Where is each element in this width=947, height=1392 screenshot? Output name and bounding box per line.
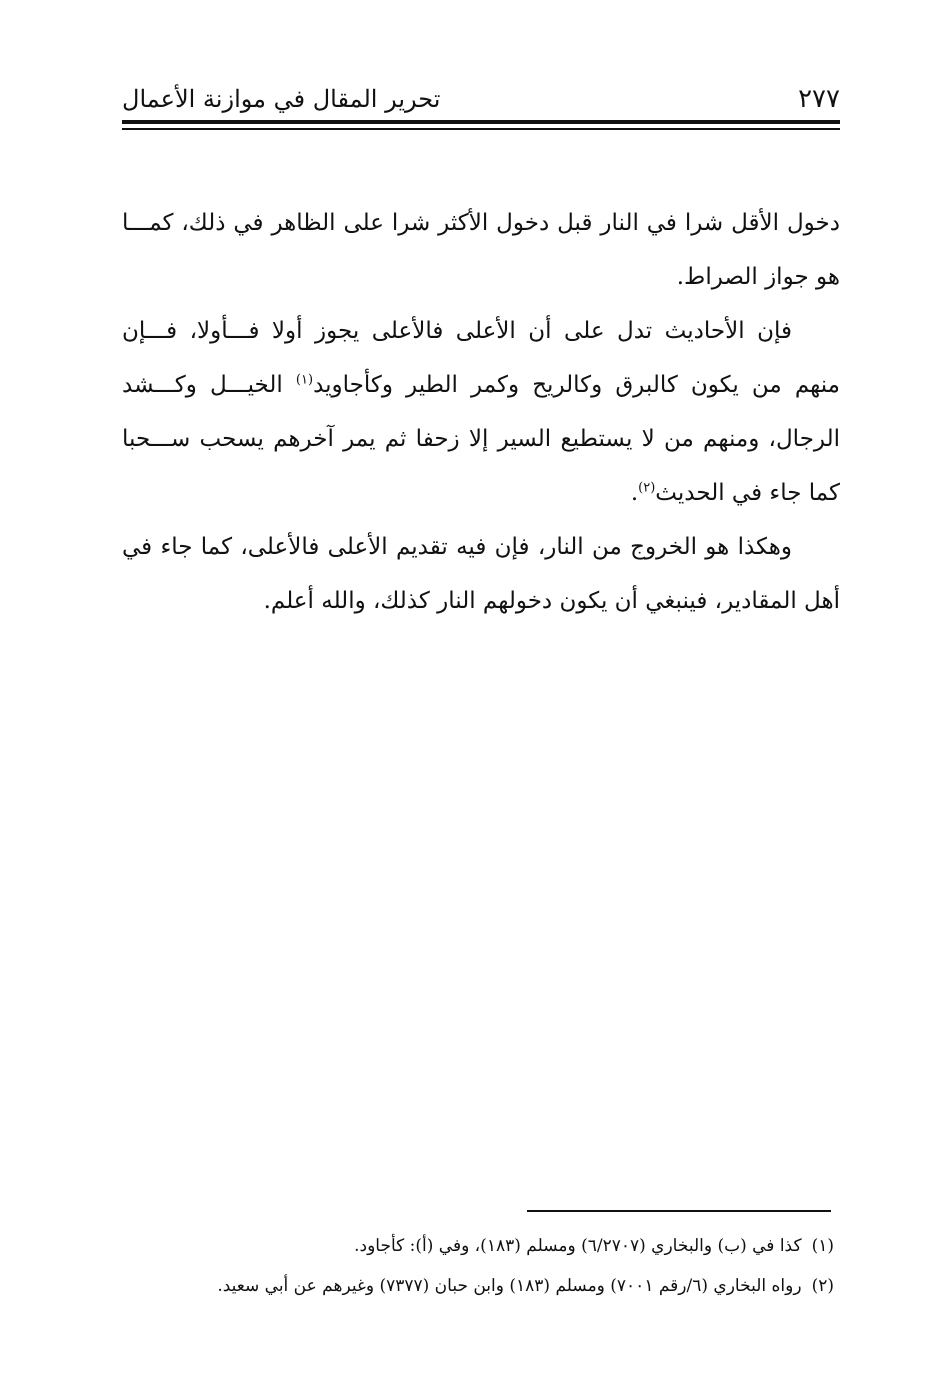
footnote-1-text: كذا في (ب) والبخاري (٦/٢٧٠٧) ومسلم (١٨٣)، وفي (أ): كأجاود. — [354, 1236, 802, 1256]
footnotes — [122, 1226, 834, 1306]
paragraph-2-part-c: . — [630, 480, 639, 506]
footnote-ref-1[interactable]: (١) — [295, 372, 314, 388]
header-rule-thin — [122, 128, 840, 130]
footnote-ref-2[interactable]: (٢) — [638, 480, 656, 496]
paragraph-2 — [122, 304, 840, 520]
footnote-1 — [122, 1226, 834, 1266]
footnote-2-number: (٢) — [811, 1276, 834, 1296]
header-rule-thick — [122, 120, 840, 124]
running-title: تحرير المقال في موازنة الأعمال — [122, 85, 441, 113]
paragraph-3: وهكذا هو الخروج من النار، فإن فيه تقديم الأعلى فالأعلى، كما جاء في أهل المقادير، فينبغي أن يكون دخولهم النار كذلك، والله أعلم. — [122, 534, 840, 614]
paragraph-2-part-b: الخيـــل وكـــشد الرجال، ومنهم من لا يستطيع السير إلا زحفا ثم يمر آخرهم يسحب ســـحبا كما جاء في الحديث — [122, 372, 840, 506]
page-number: ٢٧٧ — [798, 84, 840, 114]
page-header — [122, 78, 840, 114]
footnote-2 — [122, 1266, 834, 1306]
footnote-separator — [527, 1210, 831, 1212]
footnote-2-text: رواه البخاري (٦/رقم ٧٠٠١) ومسلم (١٨٣) وابن حبان (٧٣٧٧) وغيرهم عن أبي سعيد. — [217, 1276, 802, 1296]
paragraph-1: دخول الأقل شرا في النار قبل دخول الأكثر شرا على الظاهر في ذلك، كمـــا هو جواز الصراط. — [122, 210, 841, 290]
footnote-1-number: (١) — [811, 1236, 834, 1256]
main-text — [122, 196, 840, 628]
paragraph-2-part-a: فإن الأحاديث تدل على أن الأعلى فالأعلى يجوز أولا فـــأولا، فـــإن منهم من يكون كالبرق وكالريح وكمر الطير وكأجاويد — [122, 318, 840, 398]
